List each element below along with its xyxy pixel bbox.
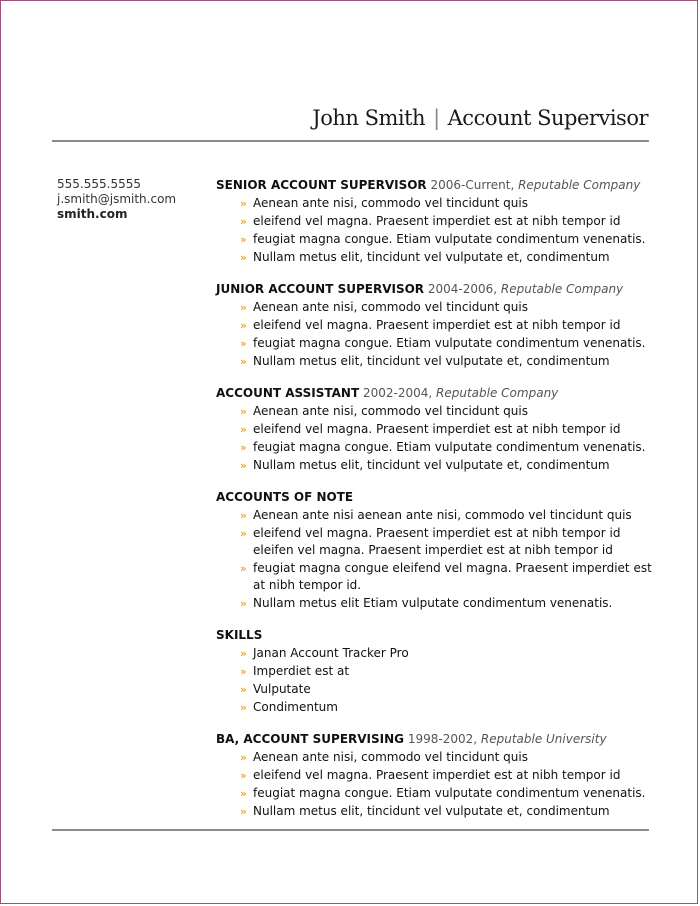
bullet-arrow-icon: »: [240, 423, 247, 436]
bullet-arrow-icon: »: [240, 805, 247, 818]
bullet-text: Nullam metus elit, tincidunt vel vulputate et, condimentum: [253, 354, 610, 368]
bullet-arrow-icon: »: [240, 683, 247, 696]
list-item: [216, 195, 656, 212]
candidate-name: John Smith: [312, 106, 426, 130]
list-item: [216, 249, 656, 266]
list-item: [216, 299, 656, 316]
section-dates: 2004-2006,: [424, 282, 501, 296]
bullet-text: Aenean ante nisi aenean ante nisi, commodo vel tincidunt quis: [253, 508, 632, 522]
section-heading: [216, 489, 656, 506]
section-title: SENIOR ACCOUNT SUPERVISOR: [216, 178, 427, 192]
section-organization: Reputable University: [480, 732, 607, 746]
section-junior-account-supervisor: [216, 281, 656, 370]
section-heading: [216, 627, 656, 644]
bullet-arrow-icon: »: [240, 355, 247, 368]
section-heading: [216, 281, 656, 298]
section-education: [216, 731, 656, 820]
bullet-arrow-icon: »: [240, 197, 247, 210]
section-dates: 2002-2004,: [359, 386, 437, 400]
header-separator: |: [433, 106, 440, 130]
section-title: BA, ACCOUNT SUPERVISING: [216, 732, 405, 746]
list-item: [216, 457, 656, 474]
bullet-list: [216, 645, 656, 716]
bullet-arrow-icon: »: [240, 527, 247, 540]
bullet-text: feugiat magna congue. Etiam vulputate condimentum venenatis.: [253, 232, 646, 246]
bullet-text: feugiat magna congue eleifend vel magna. Praesent imperdiet est at nibh tempor id.: [253, 561, 652, 592]
section-heading: [216, 385, 656, 402]
bullet-text: Aenean ante nisi, commodo vel tincidunt quis: [253, 196, 528, 210]
bullet-arrow-icon: »: [240, 337, 247, 350]
bullet-text: eleifend vel magna. Praesent imperdiet est at nibh tempor id: [253, 318, 621, 332]
list-item: [216, 317, 656, 334]
bullet-text: eleifend vel magna. Praesent imperdiet est at nibh tempor id eleifen vel magna. Praesent imperdiet est at nibh tempor id: [253, 526, 621, 557]
list-item: [216, 231, 656, 248]
bullet-text: Condimentum: [253, 700, 338, 714]
bullet-text: Imperdiet est at: [253, 664, 350, 678]
section-accounts-of-note: [216, 489, 656, 612]
section-title: ACCOUNTS OF NOTE: [216, 490, 354, 504]
bullet-text: eleifend vel magna. Praesent imperdiet est at nibh tempor id: [253, 768, 621, 782]
bullet-text: Aenean ante nisi, commodo vel tincidunt quis: [253, 300, 528, 314]
list-item: [216, 335, 656, 352]
section-senior-account-supervisor: [216, 177, 656, 266]
bullet-arrow-icon: »: [240, 751, 247, 764]
list-item: [216, 560, 656, 594]
list-item: [216, 699, 656, 716]
section-title: ACCOUNT ASSISTANT: [216, 386, 360, 400]
list-item: [216, 507, 656, 524]
list-item: [216, 525, 656, 559]
bullet-text: Nullam metus elit, tincidunt vel vulputate et, condimentum: [253, 804, 610, 818]
bullet-text: eleifend vel magna. Praesent imperdiet est at nibh tempor id: [253, 214, 621, 228]
bullet-arrow-icon: »: [240, 701, 247, 714]
bullet-arrow-icon: »: [240, 405, 247, 418]
bullet-list: [216, 403, 656, 474]
bullet-arrow-icon: »: [240, 509, 247, 522]
bullet-text: Nullam metus elit, tincidunt vel vulputate et, condimentum: [253, 458, 610, 472]
bullet-text: Janan Account Tracker Pro: [253, 646, 409, 660]
bullet-text: Aenean ante nisi, commodo vel tincidunt quis: [253, 750, 528, 764]
bullet-arrow-icon: »: [240, 459, 247, 472]
section-dates: 2006-Current,: [426, 178, 519, 192]
bullet-arrow-icon: »: [240, 647, 247, 660]
bullet-list: [216, 507, 656, 612]
section-organization: Reputable Company: [500, 282, 624, 296]
list-item: [216, 595, 656, 612]
section-skills: [216, 627, 656, 716]
list-item: [216, 785, 656, 802]
bullet-text: feugiat magna congue. Etiam vulputate condimentum venenatis.: [253, 440, 646, 454]
candidate-role: Account Supervisor: [447, 106, 648, 130]
bullet-list: [216, 195, 656, 266]
list-item: [216, 749, 656, 766]
resume-body: [216, 177, 656, 820]
bullet-arrow-icon: »: [240, 233, 247, 246]
bullet-list: [216, 299, 656, 370]
contact-block: [57, 177, 176, 222]
bullet-arrow-icon: »: [240, 319, 247, 332]
list-item: [216, 663, 656, 680]
bullet-arrow-icon: »: [240, 787, 247, 800]
bullet-arrow-icon: »: [240, 562, 247, 575]
contact-phone: 555.555.5555: [57, 177, 141, 191]
list-item: [216, 803, 656, 820]
contact-website: smith.com: [57, 207, 128, 221]
contact-email: j.smith@jsmith.com: [57, 192, 177, 206]
bullet-text: Nullam metus elit Etiam vulputate condimentum venenatis.: [253, 596, 613, 610]
list-item: [216, 681, 656, 698]
bullet-text: feugiat magna congue. Etiam vulputate condimentum venenatis.: [253, 786, 646, 800]
bullet-text: Nullam metus elit, tincidunt vel vulputate et, condimentum: [253, 250, 610, 264]
bullet-arrow-icon: »: [240, 301, 247, 314]
bullet-arrow-icon: »: [240, 251, 247, 264]
bullet-text: Aenean ante nisi, commodo vel tincidunt quis: [253, 404, 528, 418]
bullet-text: Vulputate: [253, 682, 311, 696]
section-organization: Reputable Company: [518, 178, 641, 192]
section-heading: [216, 177, 656, 194]
list-item: [216, 213, 656, 230]
section-title: SKILLS: [216, 628, 263, 642]
bullet-arrow-icon: »: [240, 215, 247, 228]
section-organization: Reputable Company: [436, 386, 559, 400]
bullet-arrow-icon: »: [240, 441, 247, 454]
list-item: [216, 439, 656, 456]
bullet-list: [216, 749, 656, 820]
section-dates: 1998-2002,: [404, 732, 481, 746]
bullet-arrow-icon: »: [240, 769, 247, 782]
list-item: [216, 645, 656, 662]
bullet-arrow-icon: »: [240, 665, 247, 678]
footer-divider: [52, 829, 649, 831]
section-title: JUNIOR ACCOUNT SUPERVISOR: [216, 282, 425, 296]
list-item: [216, 767, 656, 784]
list-item: [216, 353, 656, 370]
list-item: [216, 421, 656, 438]
bullet-text: feugiat magna congue. Etiam vulputate condimentum venenatis.: [253, 336, 646, 350]
bullet-arrow-icon: »: [240, 597, 247, 610]
header-divider: [52, 140, 649, 142]
list-item: [216, 403, 656, 420]
bullet-text: eleifend vel magna. Praesent imperdiet est at nibh tempor id: [253, 422, 621, 436]
resume-header: [312, 106, 648, 130]
section-account-assistant: [216, 385, 656, 474]
section-heading: [216, 731, 656, 748]
